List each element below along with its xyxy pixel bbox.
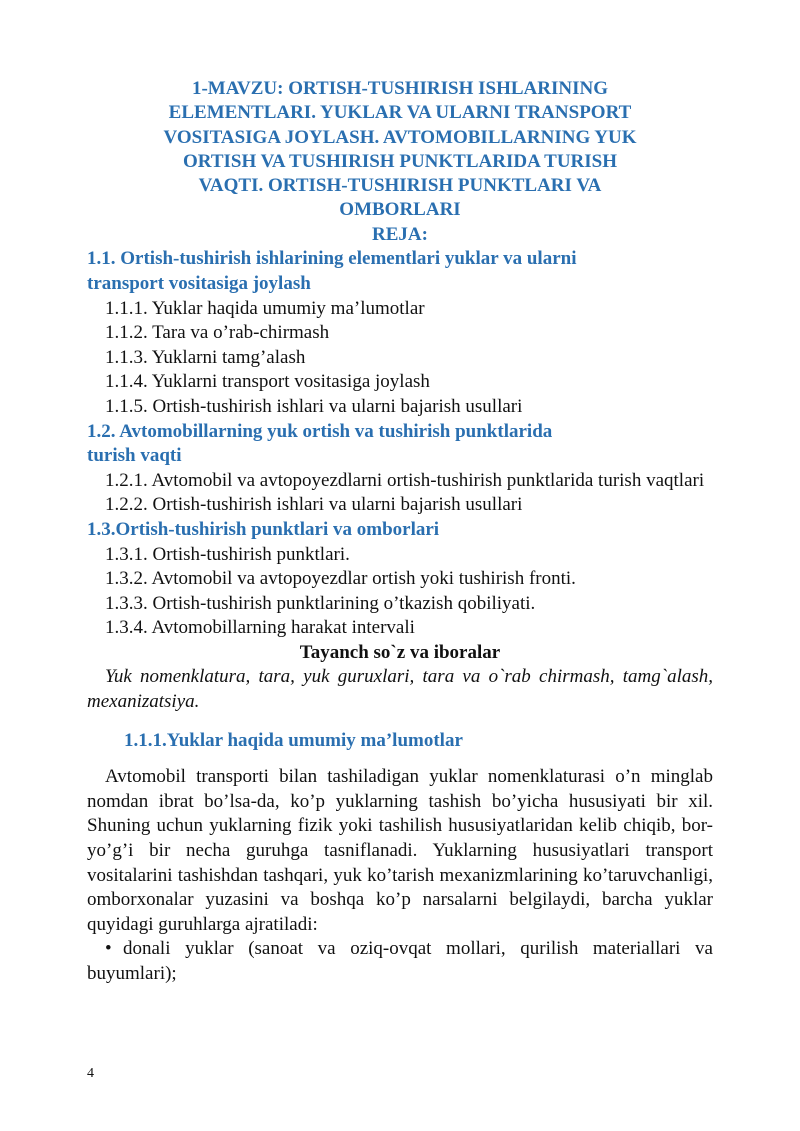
- plan-item: 1.3.1. Ortish-tushirish punktlari.: [105, 543, 350, 565]
- section-heading-line: transport vositasiga joylash: [87, 272, 311, 294]
- plan-item: 1.3.2. Avtomobil va avtopoyezdlar ortish yoki tushirish fronti.: [105, 568, 576, 590]
- section-heading-1-2: [87, 420, 713, 469]
- title-line: VOSITASIGA JOYLASH. AVTOMOBILLARNING YUK: [163, 126, 637, 148]
- plan-item: 1.2.1. Avtomobil va avtopoyezdlarni ortish-tushirish punktlarida turish vaqtlari: [105, 469, 705, 491]
- title-line: ORTISH VA TUSHIRISH PUNKTLARIDA TURISH: [182, 150, 617, 172]
- topic-title: [87, 77, 713, 223]
- title-line: OMBORLARI: [339, 199, 461, 221]
- keywords-heading: Tayanch so`z va iboralar: [299, 641, 501, 663]
- title-line: ELEMENTLARI. YUKLAR VA ULARNI TRANSPORT: [168, 102, 632, 124]
- subsection-heading: 1.1.1.Yuklar haqida umumiy ma’lumotlar: [124, 729, 463, 751]
- keywords-text: Yuk nomenklatura, tara, yuk guruxlari, tara va o`rab chirmash, tamg`alash, mexanizatsiya.: [87, 666, 713, 713]
- plan-item: 1.1.3. Yuklarni tamg’alash: [105, 346, 306, 368]
- page-content: [87, 77, 713, 987]
- bullet-icon: •: [105, 938, 112, 960]
- section-heading-line: 1.3.Ortish-tushirish punktlari va omborlari: [87, 518, 440, 540]
- body-paragraph: Avtomobil transporti bilan tashiladigan yuklar nomenklaturasi o’n minglab nomdan ibrat bo’lsa-da, ko’p yuklarning tashish bo’yicha hususiyati bir xil. Shuning uchun yuklarning fizik yoki tashilish hususiyatlaridan kelib chiqib, bor-yo’g’i bir necha guruhga tasniflanadi. Yuklarning hususiyatlari transport vositalarini tashishdan tashqari, yuk ko’tarish mexanizmlarining ko’taruvchanligi, omborxonalar yuzasini va boshqa ko’p narsalarni belgilaydi, barcha yuklar quyidagi guruhlarga ajratiladi:: [87, 766, 713, 935]
- section-heading-line: 1.2. Avtomobillarning yuk ortish va tushirish punktlarida: [87, 420, 553, 442]
- plan-item: 1.1.5. Ortish-tushirish ishlari va ularni bajarish usullari: [105, 395, 523, 417]
- page-number: 4: [87, 1066, 94, 1081]
- title-line: 1-MAVZU: ORTISH-TUSHIRISH ISHLARINING: [191, 78, 608, 99]
- section-heading-line: turish vaqti: [87, 445, 182, 467]
- bullet-text: donali yuklar (sanoat va oziq-ovqat mollari, qurilish materiallari va buyumlari);: [87, 938, 713, 984]
- plan-item: 1.3.4. Avtomobillarning harakat intervali: [105, 617, 415, 639]
- plan-item: 1.1.4. Yuklarni transport vositasiga joylash: [105, 371, 430, 393]
- section-heading-1-1: [87, 247, 713, 296]
- section-heading-line: 1.1. Ortish-tushirish ishlarining elementlari yuklar va ularni: [87, 248, 577, 270]
- bullet-item: [87, 937, 713, 986]
- plan-item: 1.1.1. Yuklar haqida umumiy ma’lumotlar: [105, 297, 425, 319]
- title-line: VAQTI. ORTISH-TUSHIRISH PUNKTLARI VA: [198, 175, 602, 197]
- plan-item: 1.2.2. Ortish-tushirish ishlari va ularni bajarish usullari: [105, 494, 523, 516]
- plan-heading: REJA:: [372, 223, 428, 245]
- plan-item: 1.3.3. Ortish-tushirish punktlarining o’tkazish qobiliyati.: [105, 592, 536, 614]
- plan-item: 1.1.2. Tara va o’rab-chirmash: [105, 322, 330, 344]
- section-heading-1-3: [87, 518, 713, 543]
